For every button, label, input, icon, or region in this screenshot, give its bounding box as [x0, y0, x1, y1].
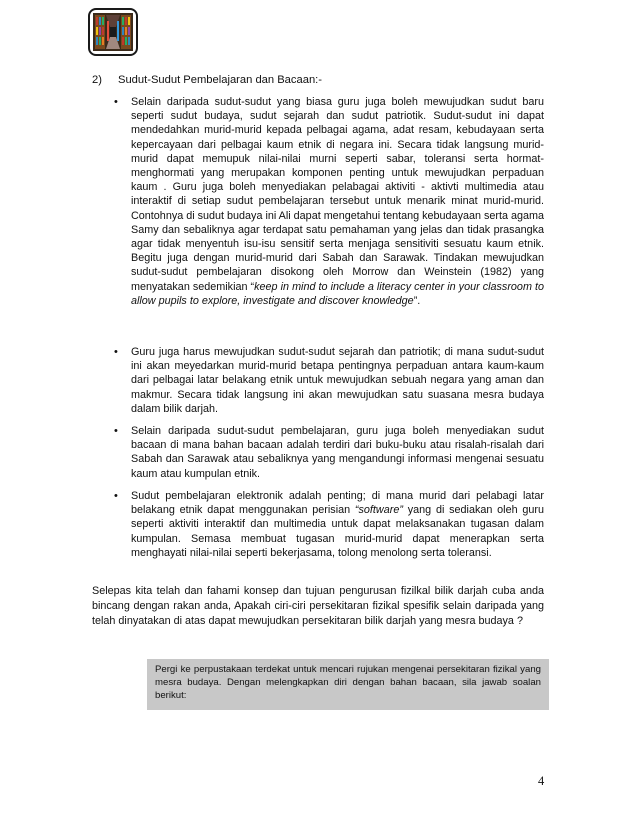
section-title: Sudut-Sudut Pembelajaran dan Bacaan:-	[118, 74, 322, 86]
software-term: “software”	[354, 504, 403, 517]
bullet-icon: •	[114, 490, 118, 502]
bullet-text: Sudut pembelajaran elektronik adalah penting; di mana murid dari pelabagi latar belakang etnik dapat menggunakan perisian	[131, 490, 544, 517]
bullet-item	[131, 489, 544, 560]
activity-box: Pergi ke perpustakaan terdekat untuk mencari rujukan mengenai persekitaran fizikal yang mesra budaya. Dengan melengkapkan diri dengan bahan bacaan, sila jawab soalan berikut:	[147, 659, 549, 710]
section-number: 2)	[92, 74, 102, 86]
bullet-text-end: ”.	[413, 294, 421, 307]
bullet-item	[131, 95, 544, 308]
bullet-item	[131, 345, 544, 416]
bullet-icon: •	[114, 346, 118, 358]
section-heading	[92, 74, 322, 86]
bullet-text: Guru juga harus mewujudkan sudut-sudut sejarah dan patriotik; di mana sudut-sudut ini akan meyedarkan murid-murid betapa pentingnya perpaduan antara kaum-kaum dari pelbagai latar belakang etnik untuk mewujudkan sebuah negara yang aman dan makmur. Secara tidak langsung ini akan mewujudkan satu suasana mesra budaya dalam bilik darjah.	[131, 346, 544, 415]
library-logo	[88, 8, 138, 56]
bullet-text: Selain daripada sudut-sudut pembelajaran, guru juga boleh menyediakan sudut bacaan di mana bahan bacaan adalah terdiri dari buku-buku atau risalah-risalah dari Sabah dan Sarawak atau sebaliknya yang mengandungi informasi mengenai sesuatu kaum atau kumpulan etnik.	[131, 425, 544, 480]
bullet-item	[131, 424, 544, 481]
bullet-icon: •	[114, 96, 118, 108]
bullet-icon: •	[114, 425, 118, 437]
quote-text: keep in mind to include a literacy center in your classroom to allow pupils to explore, investigate and discover knowledge	[131, 280, 544, 307]
bullet-text-end: yang di sediakan oleh guru seperti aktiviti interaktif dan multimedia untuk dapat melaksanakan tugasan dalam kumpulan. Semasa membuat tugasan murid-murid dapat menerapkan serta menghayati nilai-nilai seperti bekerjasama, tolong menolong serta toleransi.	[131, 504, 544, 559]
bullet-text: Selain daripada sudut-sudut yang biasa guru juga boleh mewujudkan sudut baru seperti sudut budaya, sudut sejarah dan sudut patriotik. Sudut-sudut ini dapat mendedahkan murid-murid kepada pelbagai agama, adat resam, kebudayaan serta kepercayaan dari pelbagai kaum etnik di negara ini. Secara tidak langsung murid-murid dapat memupuk nilai-nilai murni seperti sabar, toleransi serta hormat-menghormati yang merupakan komponen penting untuk mewujudkan perpaduan kaum . Guru juga boleh menyediakan pelabagai aktiviti - aktivti multimedia atau interaktif di setiap sudut pembelajaran tersebut untuk menarik minat murid-murid. Contohnya di sudut budaya ini Ali dapat mengetahui tentang kebudayaan serta agama Samy dan sebaliknya agar terdapat satu pemahaman yang jelas dan tidak prasangka agar tidak menyentuh isu-isu sensitif serta menjaga sensitiviti sesuatu kaum etnik. Begitu juga dengan murid-murid dari Sabah dan Sarawak. Tindakan mewujudkan sudut-sudut pembelajaran disokong oleh Morrow dan Weinstein (1982) yang menyatakan sedemikian “	[131, 96, 544, 293]
library-shelves-icon	[93, 13, 133, 51]
page-number: 4	[538, 774, 545, 788]
closing-paragraph: Selepas kita telah dan fahami konsep dan tujuan pengurusan fizilkal bilik darjah cuba anda bincang dengan rakan anda, Apakah ciri-ciri persekitaran fizikal spesifik selain daripada yang telah dinyatakan di atas dapat mewujudkan persekitaran bilik darjah yang mesra budaya ?	[92, 585, 544, 627]
